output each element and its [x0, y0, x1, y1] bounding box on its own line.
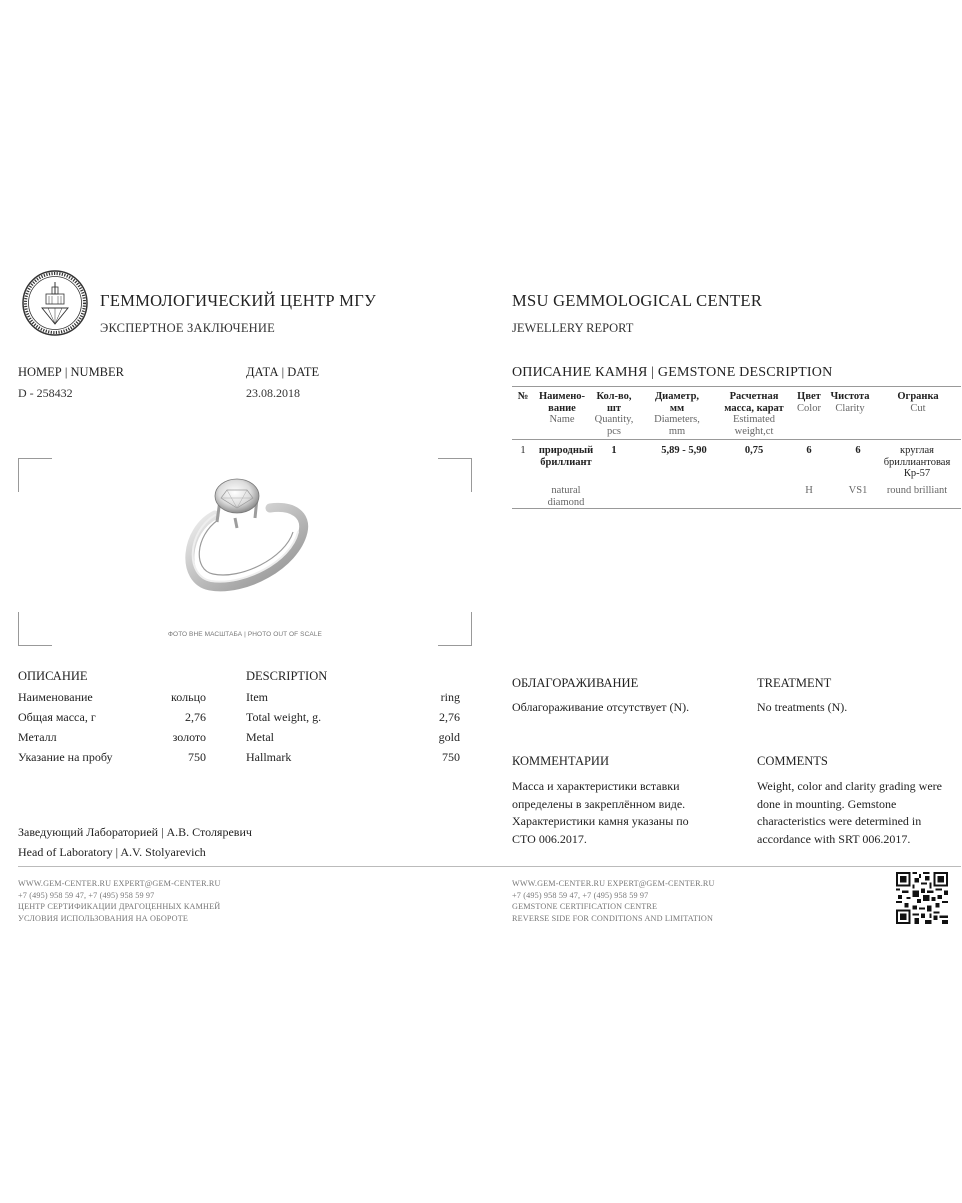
footer-divider [18, 866, 961, 867]
footer-left: WWW.GEM-CENTER.RU EXPERT@GEM-CENTER.RU +7 (495) 958 59 47, +7 (495) 958 59 97 ЦЕНТР СЕРТИФИКАЦИИ ДРАГОЦЕННЫХ КАМНЕЙ УСЛОВИЯ ИСПОЛЬЗОВАНИЯ НА ОБОРОТЕ [18, 879, 221, 923]
center-title-en: MSU GEMMOLOGICAL CENTER [512, 291, 763, 310]
desc-value-ru: 2,76 [185, 710, 206, 724]
comments-title-en: COMMENTS [757, 754, 828, 768]
col-header-clarity: Чистота Clarity [830, 391, 870, 414]
desc-label-en: Item [246, 690, 268, 704]
desc-value-ru: 750 [188, 750, 206, 764]
col-header-weight: Расчетная масса, карат Estimated weight,ct [724, 391, 784, 437]
description-title-ru: ОПИСАНИЕ [18, 669, 88, 683]
table-header-rule [512, 439, 961, 440]
number-value: D - 258432 [18, 386, 73, 400]
cell-cut-ru: круглая бриллиантовая Кр-57 [883, 445, 951, 479]
treatment-title-en: TREATMENT [757, 676, 832, 690]
desc-label-en: Hallmark [246, 750, 292, 764]
signature-ru: Заведующий Лабораторией | А.В. Столяревич [18, 825, 252, 839]
signature-en: Head of Laboratory | A.V. Stolyarevich [18, 845, 206, 859]
cell-number: 1 [520, 445, 526, 456]
cell-cut-en: round brilliant [886, 485, 948, 496]
treatment-title-ru: ОБЛАГОРАЖИВАНИЕ [512, 676, 639, 690]
cell-name-ru: природный бриллиант [538, 445, 594, 468]
desc-label-ru: Общая масса, г [18, 710, 96, 724]
table-bottom-rule [512, 508, 961, 509]
desc-value-en: 750 [442, 750, 460, 764]
cell-diameter: 5,89 - 5,90 [661, 445, 707, 456]
desc-value-ru: кольцо [171, 690, 206, 704]
col-header-cut: Огранка Cut [897, 391, 939, 414]
treatment-text-en: No treatments (N). [757, 700, 848, 714]
cell-color-ru: 6 [806, 445, 812, 456]
photo-frame-corner [438, 612, 472, 646]
col-header-color: Цвет Color [797, 391, 821, 414]
desc-value-en: 2,76 [439, 710, 460, 724]
ring-photo [175, 470, 315, 595]
col-header-name: Наимено- вание Name [538, 391, 586, 425]
cell-clarity-en: VS1 [848, 485, 868, 496]
comments-text-ru: Масса и характеристики вставки определены в закреплённом виде. Характеристики камня указаны по СТО 006.2017. [512, 779, 689, 846]
photo-frame-corner [18, 612, 52, 646]
col-header-number: № [517, 391, 529, 402]
cell-weight: 0,75 [744, 445, 764, 456]
desc-label-en: Metal [246, 730, 274, 744]
desc-value-en: ring [440, 690, 460, 704]
footer-right: WWW.GEM-CENTER.RU EXPERT@GEM-CENTER.RU +7 (495) 958 59 47, +7 (495) 958 59 97 GEMSTONE CERTIFICATION CENTRE REVERSE SIDE FOR CONDITIONS AND LIMITATION [512, 879, 715, 923]
date-value: 23.08.2018 [246, 386, 300, 400]
col-header-diameter: Диаметр, мм Diameters, mm [654, 391, 700, 437]
number-label: НОМЕР | NUMBER [18, 365, 124, 379]
comments-text-en: Weight, color and clarity grading were done in mounting. Gemstone characteristics were determined in accordance with SRT 006.2017. [757, 779, 942, 846]
desc-label-en: Total weight, g. [246, 710, 322, 724]
gemstone-description-title: ОПИСАНИЕ КАМНЯ | GEMSTONE DESCRIPTION [512, 365, 833, 380]
qr-code-icon [896, 872, 948, 924]
msu-gemmological-logo [22, 270, 88, 336]
desc-value-en: gold [438, 730, 460, 744]
comments-title-ru: КОММЕНТАРИИ [512, 754, 609, 768]
col-header-quantity: Кол-во, шт Quantity, pcs [594, 391, 634, 437]
desc-label-ru: Металл [18, 730, 57, 744]
description-title-en: DESCRIPTION [246, 669, 328, 683]
cell-name-en: natural diamond [547, 485, 585, 508]
cell-quantity: 1 [611, 445, 617, 456]
desc-value-ru: золото [172, 730, 206, 744]
date-label: ДАТА | DATE [246, 365, 320, 379]
report-subtitle-ru: ЭКСПЕРТНОЕ ЗАКЛЮЧЕНИЕ [100, 321, 275, 335]
table-top-rule [512, 386, 961, 387]
desc-label-ru: Указание на пробу [18, 750, 113, 764]
photo-frame-corner [18, 458, 52, 492]
report-subtitle-en: JEWELLERY REPORT [512, 321, 634, 335]
cell-color-en: H [805, 485, 813, 496]
center-title-ru: ГЕММОЛОГИЧЕСКИЙ ЦЕНТР МГУ [100, 291, 377, 310]
photo-frame-corner [438, 458, 472, 492]
cell-clarity-ru: 6 [855, 445, 861, 456]
photo-scale-note: ФОТО ВНЕ МАСШТАБА | PHOTO OUT OF SCALE [168, 631, 322, 638]
desc-label-ru: Наименование [18, 690, 93, 704]
treatment-text-ru: Облагораживание отсутствует (N). [512, 700, 690, 714]
